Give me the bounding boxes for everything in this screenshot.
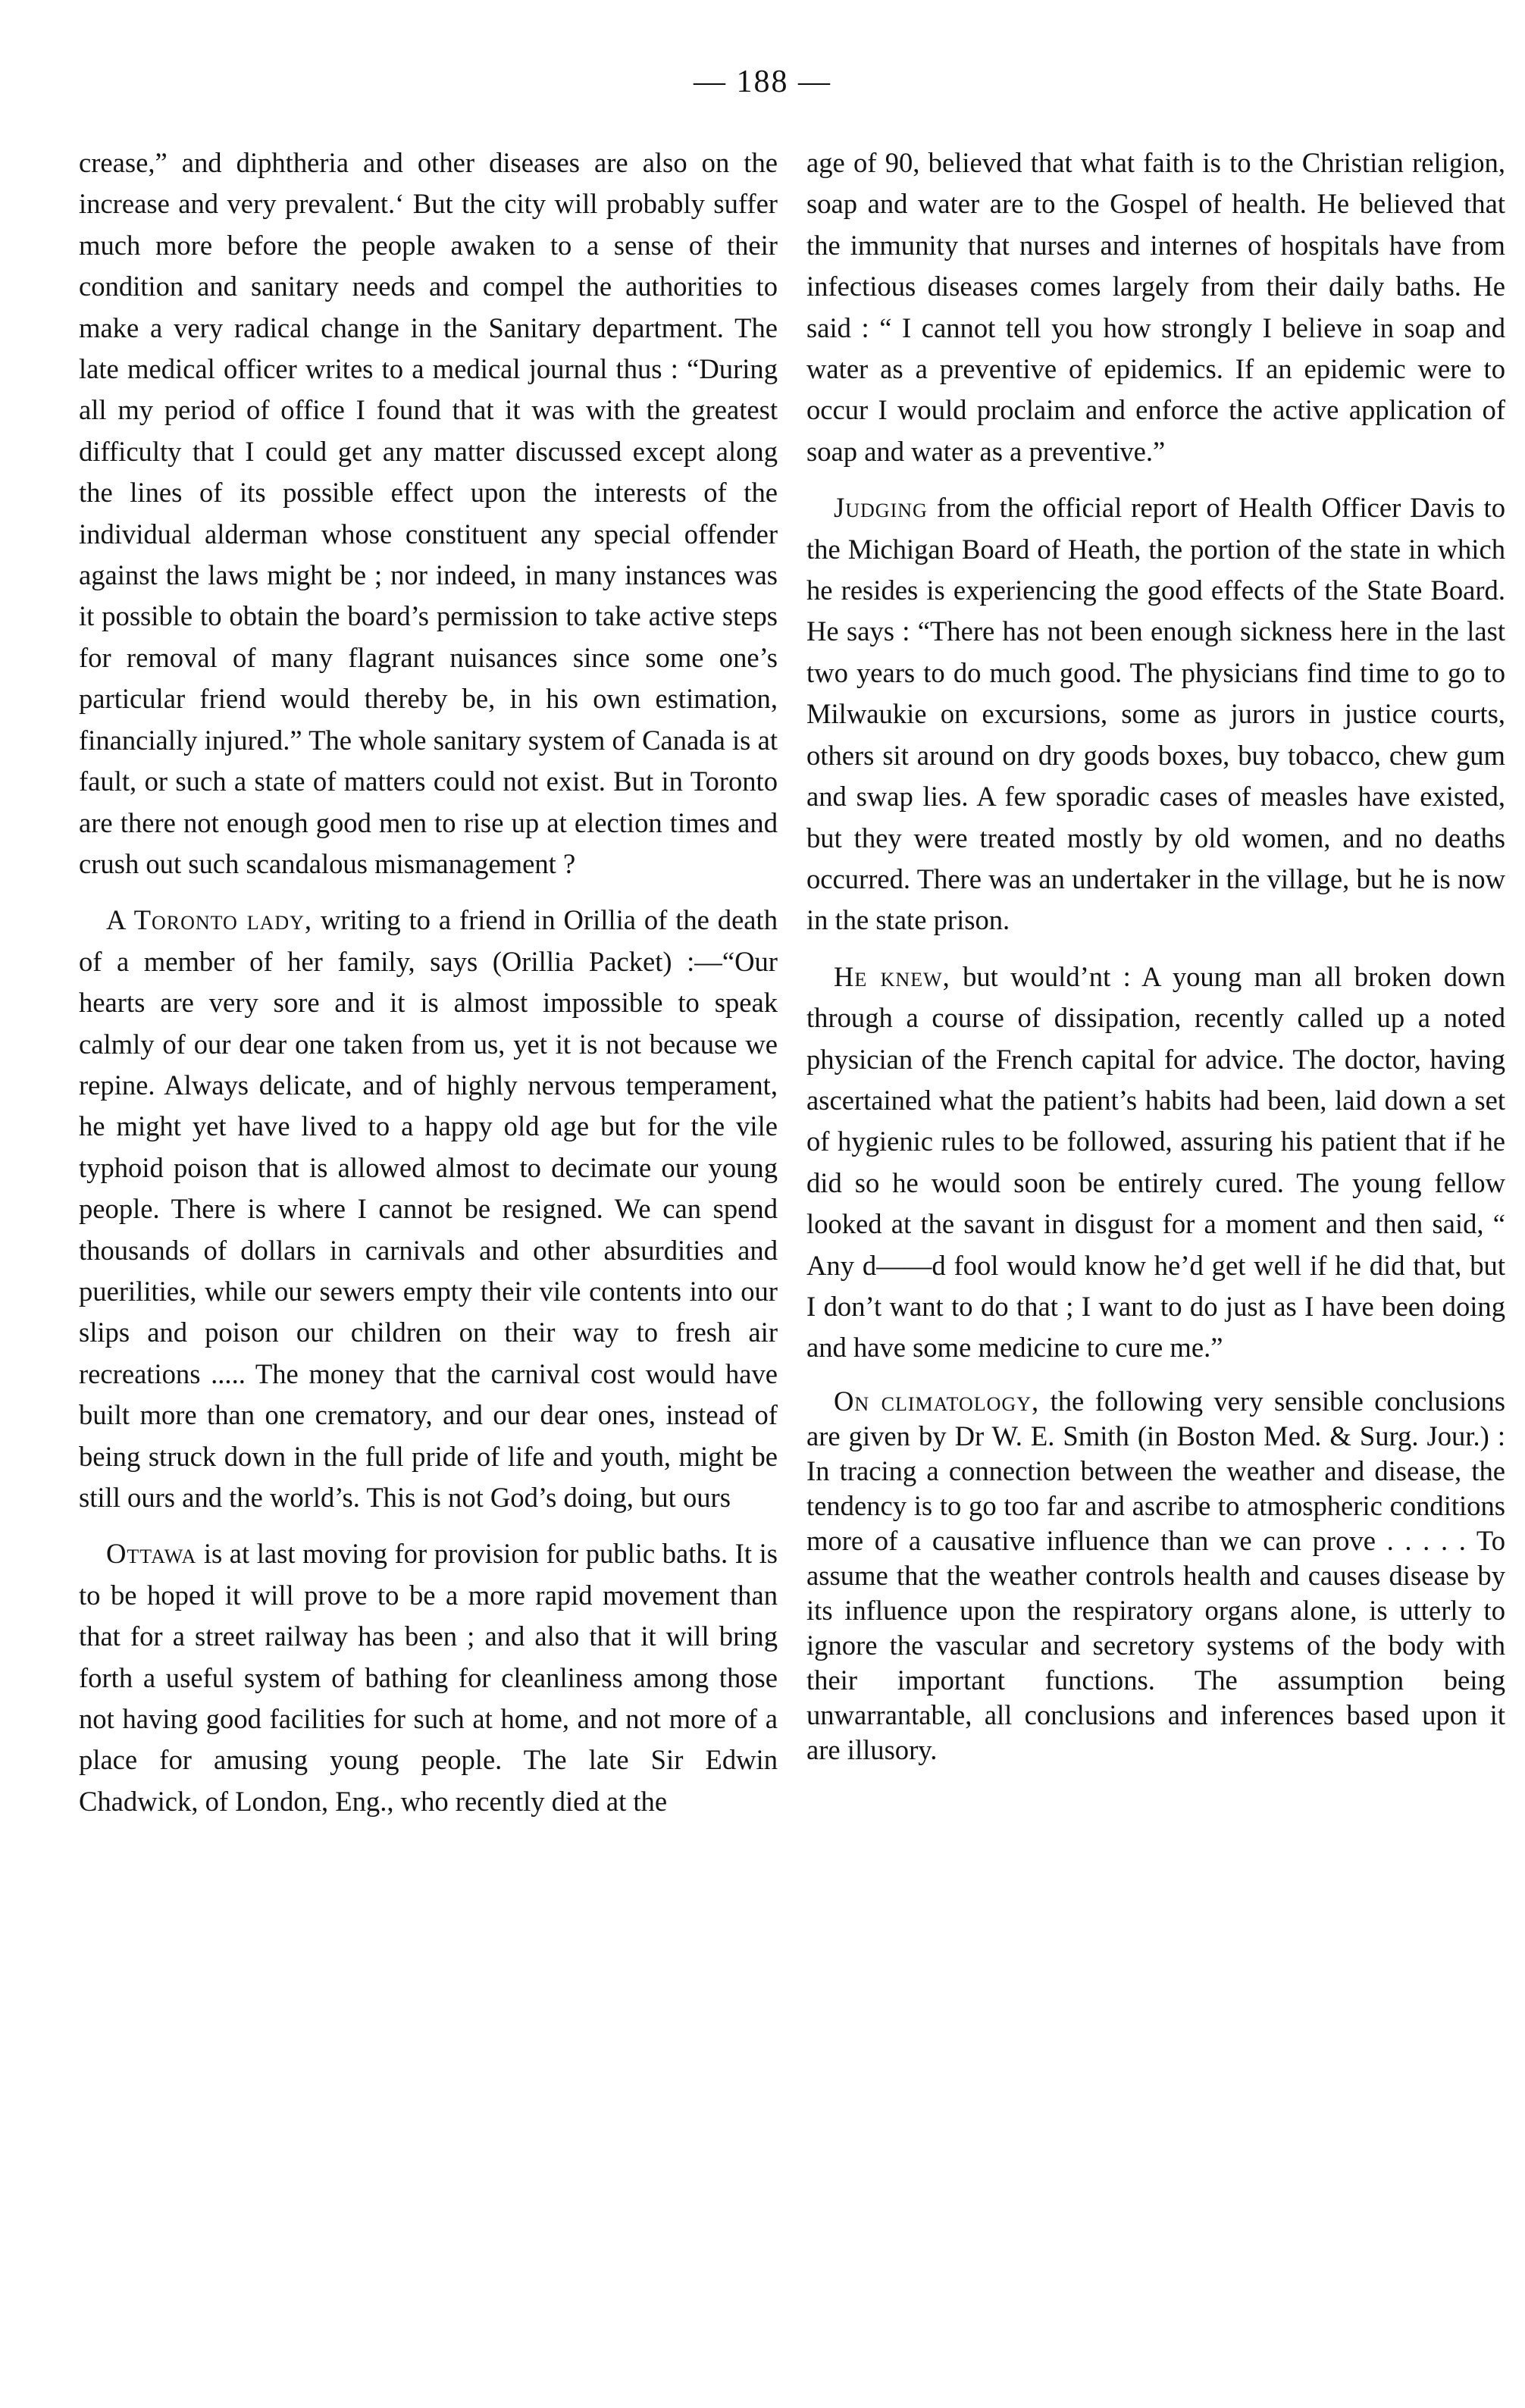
paragraph-text: crease,” and diphtheria and other diseases are also on the increase and very prevalent.‘ But the city will probably suffer much more before the people awaken to a sense of their condition and sanitary needs and compel the authorities to make a very radical change in the Sanitary department. The late medical officer writes to a medical journal thus : “During all my period of office I found that it was with the greatest difficulty that I could get any matter discussed except along the lines of its possible effect upon the interests of the individual alderman whose constituent any special offender against the laws might be ; nor indeed, in many instances was it possible to obtain the board’s permission to take active steps for removal of many flagrant nuisances since some one’s particular friend would thereby be, in his own estimation, financially injured.” The whole sanitary system of Canada is at fault, or such a state of matters could not exist. But in Toronto are there not enough good men to rise up at election times and crush out such scandalous mismanagement ?: [79, 147, 778, 879]
paragraph-lead: He knew,: [834, 960, 950, 992]
paragraph-sanitary-department: [79, 142, 778, 885]
paragraph-lead: Judging: [834, 492, 928, 524]
right-column: [806, 142, 1505, 1768]
paragraph-chadwick-soap: [806, 142, 1505, 472]
paragraph-text: from the official report of Health Officer Davis to the Michigan Board of Heath, the portion of the state in which he resides is experiencing the good effects of the State Board. He says : “There has not been enough sickness here in the last two years to do much good. The physicians find time to go to Milwaukie on excursions, some as jurors in justice courts, others sit around on dry goods boxes, buy tobacco, chew gum and swap lies. A few sporadic cases of measles have existed, but they were treated mostly by old women, and no deaths occurred. There was an undertaker in the village, but he is now in the state prison.: [806, 492, 1505, 936]
paragraph-text: writing to a friend in Orillia of the death of a member of her family, says (Orillia Packet) :—“Our hearts are very sore and it is almost impossible to speak calmly of our dear one taken from us, yet it is not because we repine. Always delicate, and of highly nervous temperament, he might yet have lived to a happy old age but for the vile typhoid poison that is allowed almost to decimate our young people. There is where I cannot be resigned. We can spend thousands of dollars in carnivals and other absurdities and puerilities, while our sewers empty their vile contents into our slips and poison our children on their way to fresh air recreations ..... The money that the carnival cost would have built more than one crematory, and our dear ones, instead of being struck down in the full pride of life and youth, might be still ours and the world’s. This is not God’s doing, but ours: [79, 904, 778, 1513]
paragraph-climatology: [806, 1384, 1505, 1768]
paragraph-text: but would’nt : A young man all broken down through a course of dissipation, recently called up a noted physician of the French capital for advice. The doctor, having ascertained what the patient’s habits had been, laid down a set of hygienic rules to be followed, assuring his patient that if he did so he would soon be entirely cured. The young fellow looked at the savant in disgust for a moment and then said, “ Any d——d fool would know he’d get well if he did that, but I don’t want to do that ; I want to do just as I have been doing and have some medicine to cure me.”: [806, 960, 1506, 1364]
paragraph-text: is at last moving for provision for public baths. It is to be hoped it will prove to be a more rapid movement than that for a street railway has been ; and also that it will bring forth a useful system of bathing for cleanliness among those not having good facilities for such at home, and not more of a place for amusing young people. The late Sir Edwin Chadwick, of London, Eng., who recently died at the: [79, 1538, 778, 1817]
paragraph-lead: Ottawa: [106, 1538, 197, 1570]
paragraph-michigan-report: [806, 487, 1505, 941]
paragraph-text: age of 90, believed that what faith is to the Christian religion, soap and water are to the Gospel of health. He believed that the immunity that nurses and internes of hospitals have from infectious diseases comes largely from their daily baths. He said : “ I cannot tell you how strongly I believe in soap and water as a preventive of epidemics. If an epidemic were to occur I would proclaim and enforce the active application of soap and water as a preventive.”: [806, 147, 1505, 467]
left-column: [79, 142, 778, 1822]
paragraph-ottawa-baths: [79, 1533, 778, 1822]
paragraph-lead: On climatology,: [834, 1385, 1040, 1417]
paragraph-text: the following very sensible conclusions are given by Dr W. E. Smith (in Boston Med. & Surg. Jour.) : In tracing a connection between the weather and disease, the tendency is to go too far and ascribe to atmospheric conditions more of a causative influence than we can prove . . . . . To assume that the weather controls health and causes disease by its influence upon the respiratory organs alone, is utterly to ignore the vascular and secretory systems of the body with their important functions. The assumption being unwarrantable, all conclusions and inferences based upon it are illusory.: [806, 1385, 1506, 1765]
paragraph-lead: A Toronto lady,: [106, 904, 313, 936]
page-number: — 188 —: [694, 64, 831, 99]
paragraph-toronto-lady: [79, 900, 778, 1518]
paragraph-he-knew: [806, 957, 1505, 1369]
